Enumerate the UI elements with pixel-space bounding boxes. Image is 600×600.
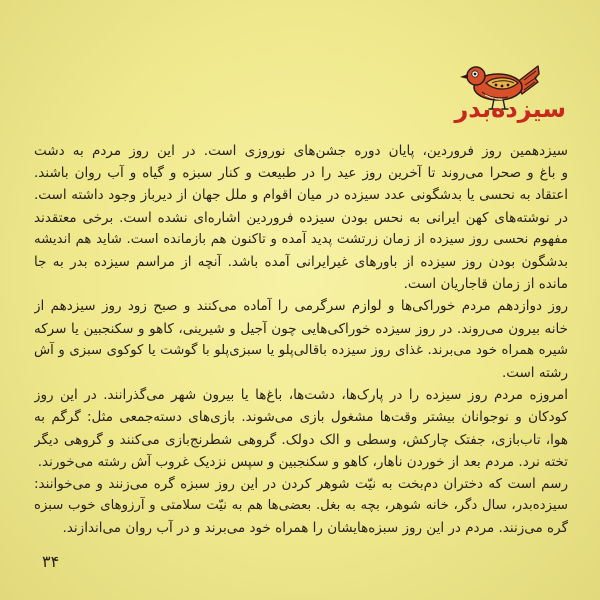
page-number: ۳۴ [42,552,60,571]
text-line: امروزه مردم روز سیزده را در پارک‌ها، دشت‌ها، باغ‌ها یا بیرون شهر می‌گذرانند. در این روز [34,387,568,404]
text-line: سیزدهمین روز فروردین، پایان دوره جشن‌های نوروزی است. در این روز مردم به دشت [34,143,568,159]
paragraph [34,473,568,540]
text-line: کودکان و نوجوانان بیشتر وقت‌ها مشغول بازی می‌شوند. بازی‌های دسته‌جمعی مثل: گرگم به [34,409,568,426]
text-line: در نوشته‌های کهن ایرانی به نحس بودن سیزده فروردین اشاره‌ای نشده است. برخی معتقدند [34,209,568,226]
text-line: گره می‌زنند. مردم در این روز سبزه‌هایشان را همراه خود می‌برند و در آب روان می‌اندازند. [62,520,568,537]
paragraph [34,384,568,473]
text-line: روز دوازدهم مردم خوراکی‌ها و لوازم سرگرمی را آماده می‌کنند و صبح زود روز سیزدهم از [34,298,568,315]
text-line: بدشگون بودن روز سیزده از باورهای غیرایرانی آمده باشد. آنچه از مراسم سیزده بدر به جا [34,254,568,271]
text-line: رشته است. [501,365,568,382]
text-line: مانده از زمان قاجاریان است. [403,276,568,293]
page-title: سیزده‌بدر [454,95,566,123]
text-line: اعتقاد به نحسی یا بدشگونی عدد سیزده در میان اقوام و ملل جهان از دیرباز وجود داشته است. [34,187,568,204]
paragraph [34,140,568,295]
text-line: هوا، تاب‌بازی، جفتک چارکش، وسطی و الک دولک. گروهی شطرنج‌بازی می‌کنند و گروهی دیگر [34,431,568,448]
text-line: شیره همراه خود می‌برند. غذای روز سیزده باقالی‌پلو یا سبزی‌پلو با گوشت یا کوکوی سبزی و آش [34,342,568,358]
text-line: مفهوم نحسی روز سیزده از زمان زرتشت پدید آمده و تاکنون هم بازمانده است. شاید هم اندیشه [34,231,568,247]
text-line: و باغ و صحرا می‌روند تا آخرین روز عید را در طبیعت و کنار سبزه و گیاه و آب روان باشند. [34,165,568,182]
body-text [34,140,568,540]
text-line: تخته نرد. مردم بعد از خوردن ناهار، کاهو و سکنجبین و سپس نزدیک غروب آش رشته می‌خورند. [37,453,568,470]
text-line: سیزده‌بدر، سال دگر، خانه شوهر، بچه به بغل. بعضی‌ها هم به نیّت سلامتی و آرزوهای خوب سبزه [34,498,568,514]
text-line: رسم است که دختران دم‌بخت به نیّت شوهر کردن در این روز سبزه گره می‌زنند و می‌خوانند: [34,476,568,493]
text-line: خانه بیرون می‌روند. در روز سیزده خوراکی‌هایی چون آجیل و شیرینی، کاهو و سکنجبین یا سرکه [34,320,568,337]
paragraph [34,295,568,384]
